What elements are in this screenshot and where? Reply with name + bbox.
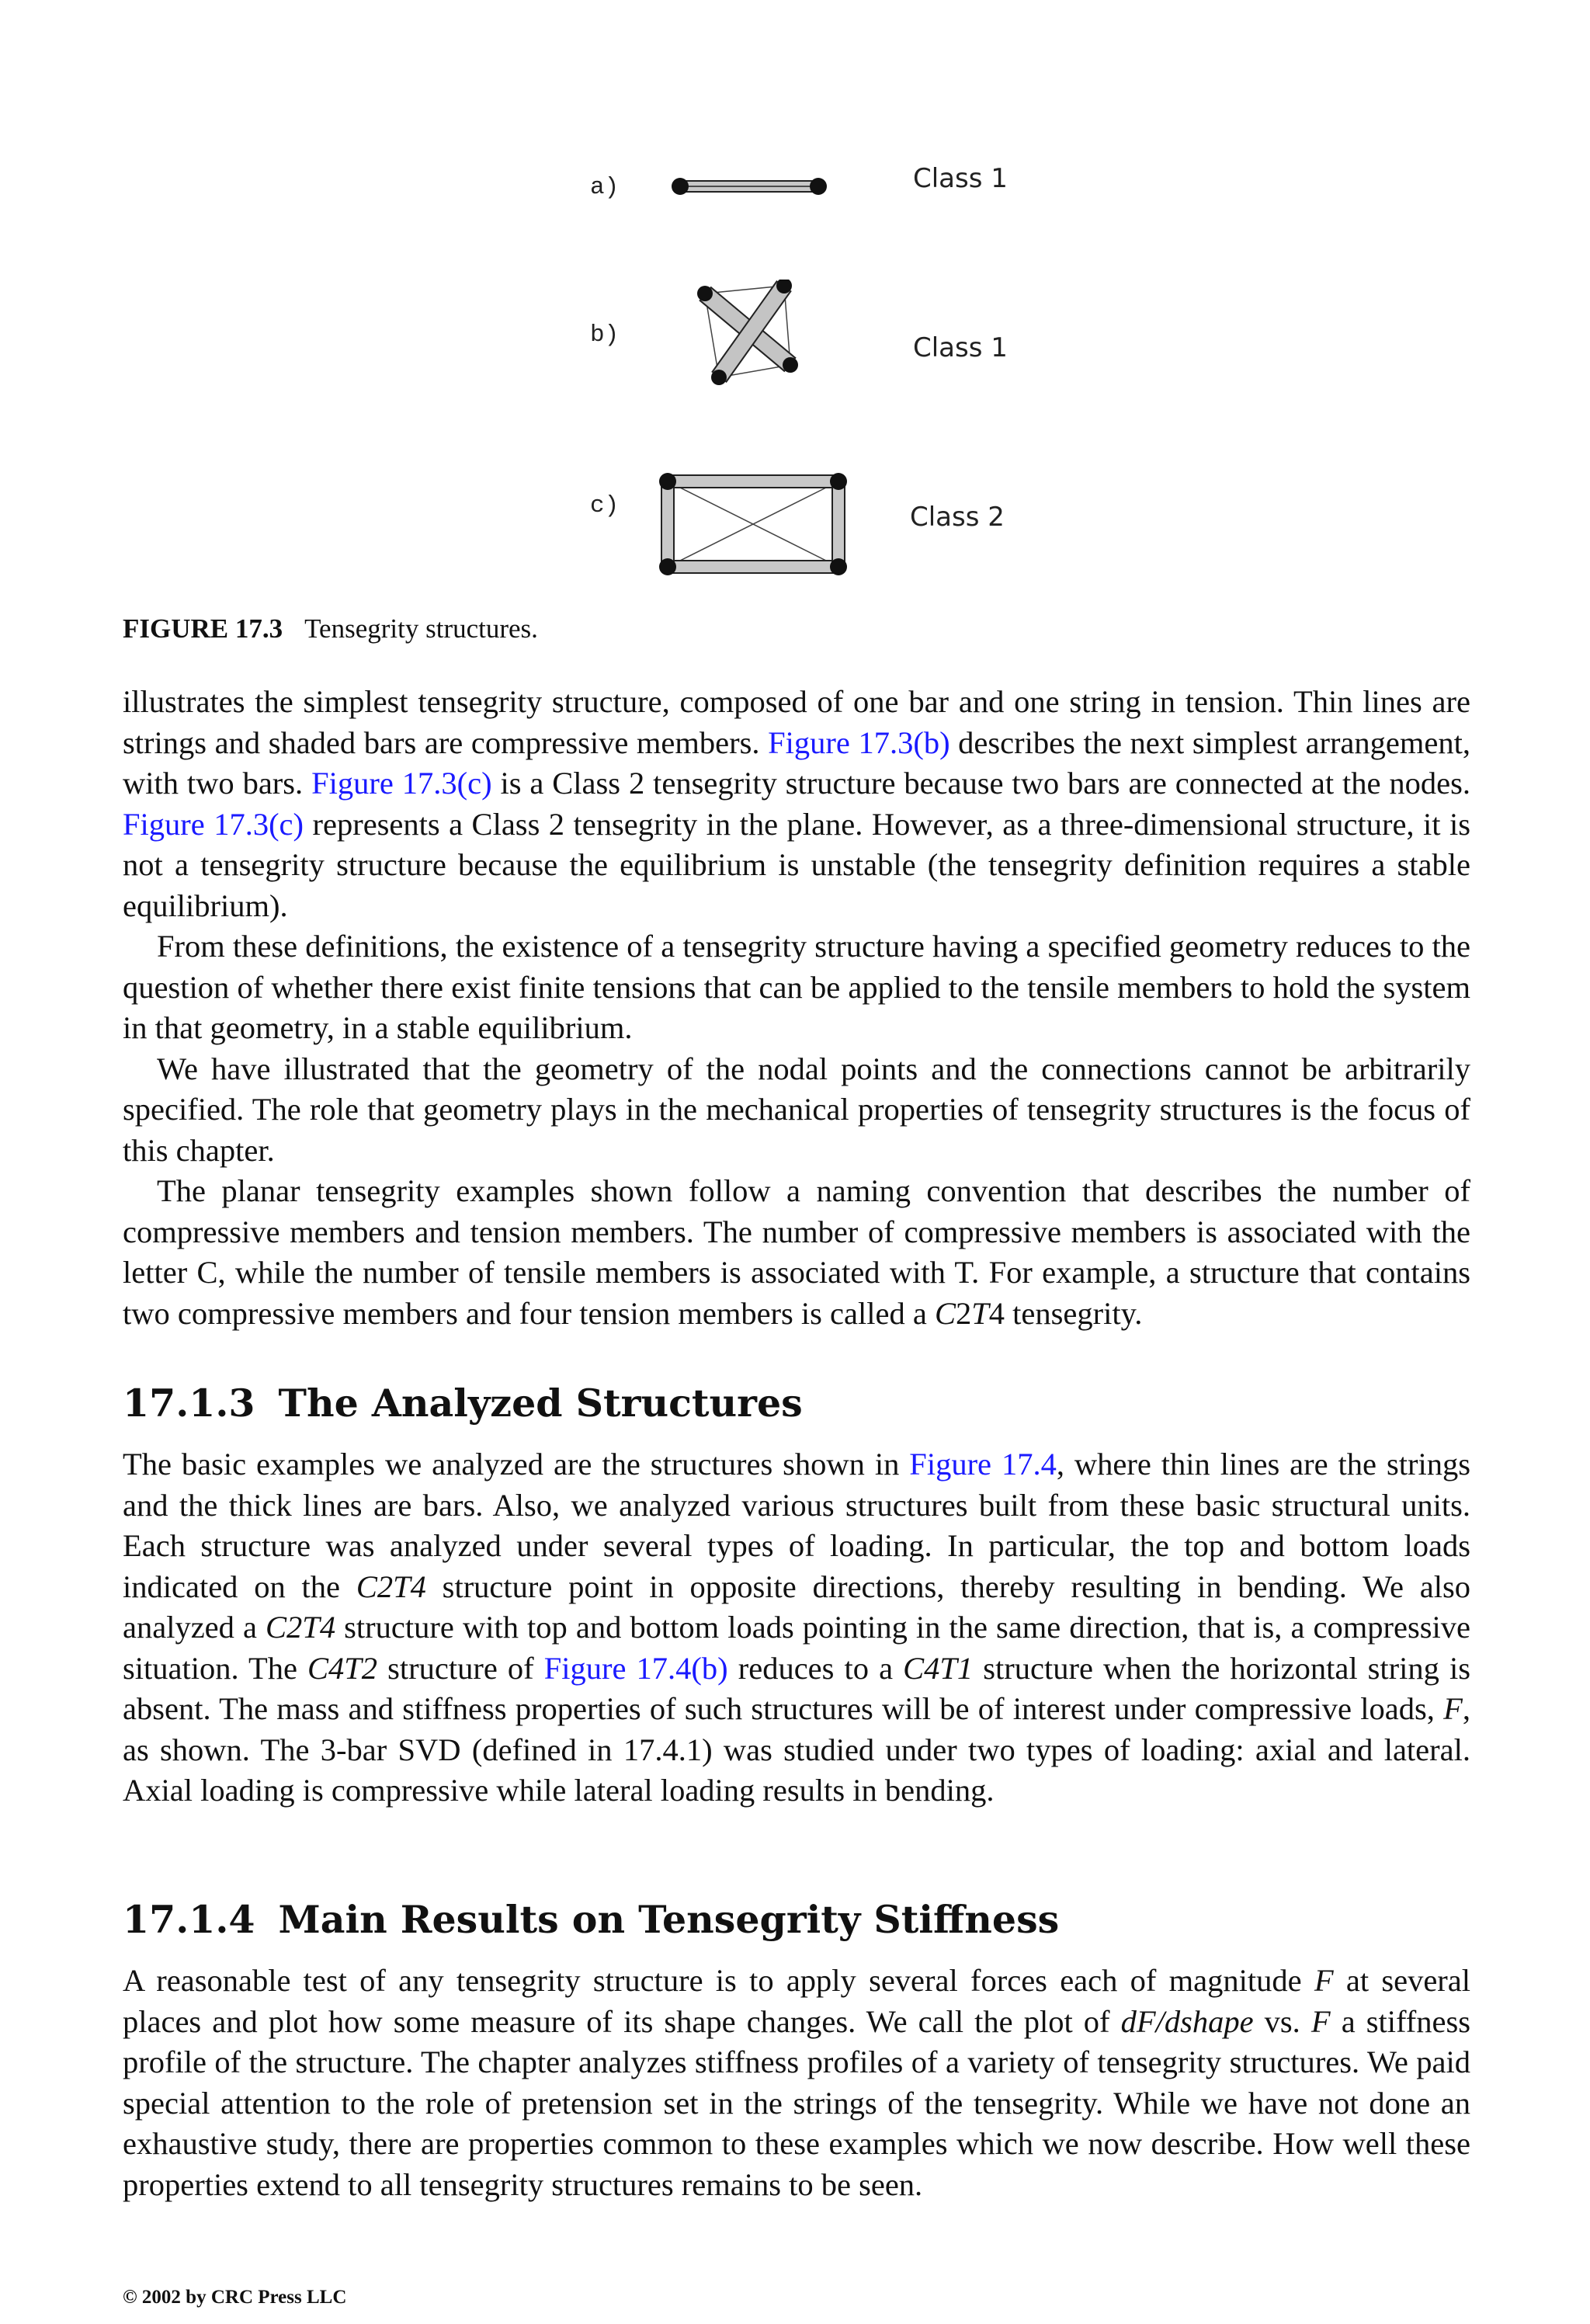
node	[672, 178, 689, 195]
section-heading	[123, 1897, 1059, 1942]
paragraph: The basic examples we analyzed are the structures shown in Figure 17.4, where thin lines are the strings and the thick lines are bars. Also, we analyzed various structures built from these basic structural units. Each structure was analyzed under several types of loading. In particular, the top and bottom loads indicated on the C2T4 structure point in opposite directions, thereby resulting in bending. We also analyzed a C2T4 structure with top and bottom loads pointing in the same direction, that is, a compressive situation. The C4T2 structure of Figure 17.4(b) reduces to a C4T1 structure when the horizontal string is absent. The mass and stiffness properties of such structures will be of interest under compressive loads, F, as shown. The 3-bar SVD (defined in 17.4.1) was studied under two types of loading: axial and lateral. Axial loading is compressive while lateral loading results in bending.	[123, 1447, 1470, 1808]
section-title: Main Results on Tensegrity Stiffness	[278, 1897, 1060, 1942]
paragraph: A reasonable test of any tensegrity structure is to apply several forces each of magnitude F at several places and plot how some measure of its shape changes. We call the plot of dF/dshape vs. F a stiffness profile of the structure. The chapter analyzes stiffness profiles of a variety of tensegrity structures. We paid special attention to the role of pretension set in the strings of the tensegrity. While we have not done an exhaustive study, there are properties common to these examples which we now describe. How well these properties extend to all tensegrity structures remains to be seen.	[123, 1963, 1471, 2202]
bar	[661, 481, 674, 567]
figure-ref-link[interactable]: Figure 17.3(c)	[311, 766, 492, 801]
section-title: The Analyzed Structures	[278, 1381, 803, 1426]
section-body	[123, 1961, 1470, 2205]
panel-a-label: a)	[590, 174, 620, 201]
paragraph: The planar tensegrity examples shown follow a naming convention that describes the number of compressive members and tension members. The number of compressive members is associated with the letter C, while the number of tensile members is associated with T. For example, a structure that contains two compressive members and four tension members is called a C2T4 tensegrity.	[123, 1173, 1470, 1331]
panel-c-class: Class 2	[910, 502, 1005, 533]
copyright-footer: © 2002 by CRC Press LLC	[123, 2287, 347, 2308]
panel-b-label: b)	[590, 321, 620, 349]
node	[659, 473, 676, 490]
node	[830, 558, 847, 575]
paragraph: From these definitions, the existence of a tensegrity structure having a specified geometry reduces to the question of whether there exist finite tensions that can be applied to the tensile members to hold the system in that geometry, in a stable equilibrium.	[123, 929, 1470, 1045]
figure-caption-text: Tensegrity structures.	[304, 613, 538, 644]
panel-c-diagram	[652, 466, 854, 582]
panel-a-diagram	[668, 171, 831, 202]
figure-caption-number: FIGURE 17.3	[123, 613, 283, 644]
paragraph: illustrates the simplest tensegrity structure, composed of one bar and one string in tension. Thin lines are strings and shaded bars are compressive members. Figure 17.3(b) describes the next simplest arrangement, with two bars. Figure 17.3(c) is a Class 2 tensegrity structure because two bars are connected at the nodes. Figure 17.3(c) represents a Class 2 tensegrity in the plane. However, as a three-dimensional structure, it is not a tensegrity structure because the equilibrium is unstable (the tensegrity definition requires a stable equilibrium).	[123, 684, 1470, 923]
body-paragraphs	[123, 682, 1470, 1334]
node	[711, 370, 727, 385]
section-number: 17.1.3	[123, 1381, 255, 1426]
section-body	[123, 1444, 1470, 1812]
figure-caption	[123, 613, 538, 644]
paragraph: We have illustrated that the geometry of the nodal points and the connections cannot be arbitrarily specified. The role that geometry plays in the mechanical properties of tensegrity structures is the focus of this chapter.	[123, 1051, 1470, 1168]
panel-c-label: c)	[590, 492, 620, 519]
bar	[668, 561, 838, 573]
node	[659, 558, 676, 575]
figure-ref-link[interactable]: Figure 17.4	[909, 1447, 1057, 1482]
bar	[668, 475, 838, 488]
figure-17-3	[575, 148, 1087, 598]
node	[697, 286, 713, 301]
figure-ref-link[interactable]: Figure 17.4(b)	[543, 1650, 728, 1686]
panel-b-class: Class 1	[913, 332, 1008, 363]
figure-ref-link[interactable]: Figure 17.3(b)	[768, 724, 950, 760]
panel-a-class: Class 1	[913, 163, 1008, 194]
section-number: 17.1.4	[123, 1897, 255, 1942]
figure-ref-link[interactable]: Figure 17.3(c)	[123, 806, 304, 842]
section-heading	[123, 1381, 803, 1426]
node	[783, 357, 798, 373]
node	[810, 178, 827, 195]
panel-b-diagram	[691, 280, 807, 396]
bar	[832, 481, 845, 567]
node	[830, 473, 847, 490]
